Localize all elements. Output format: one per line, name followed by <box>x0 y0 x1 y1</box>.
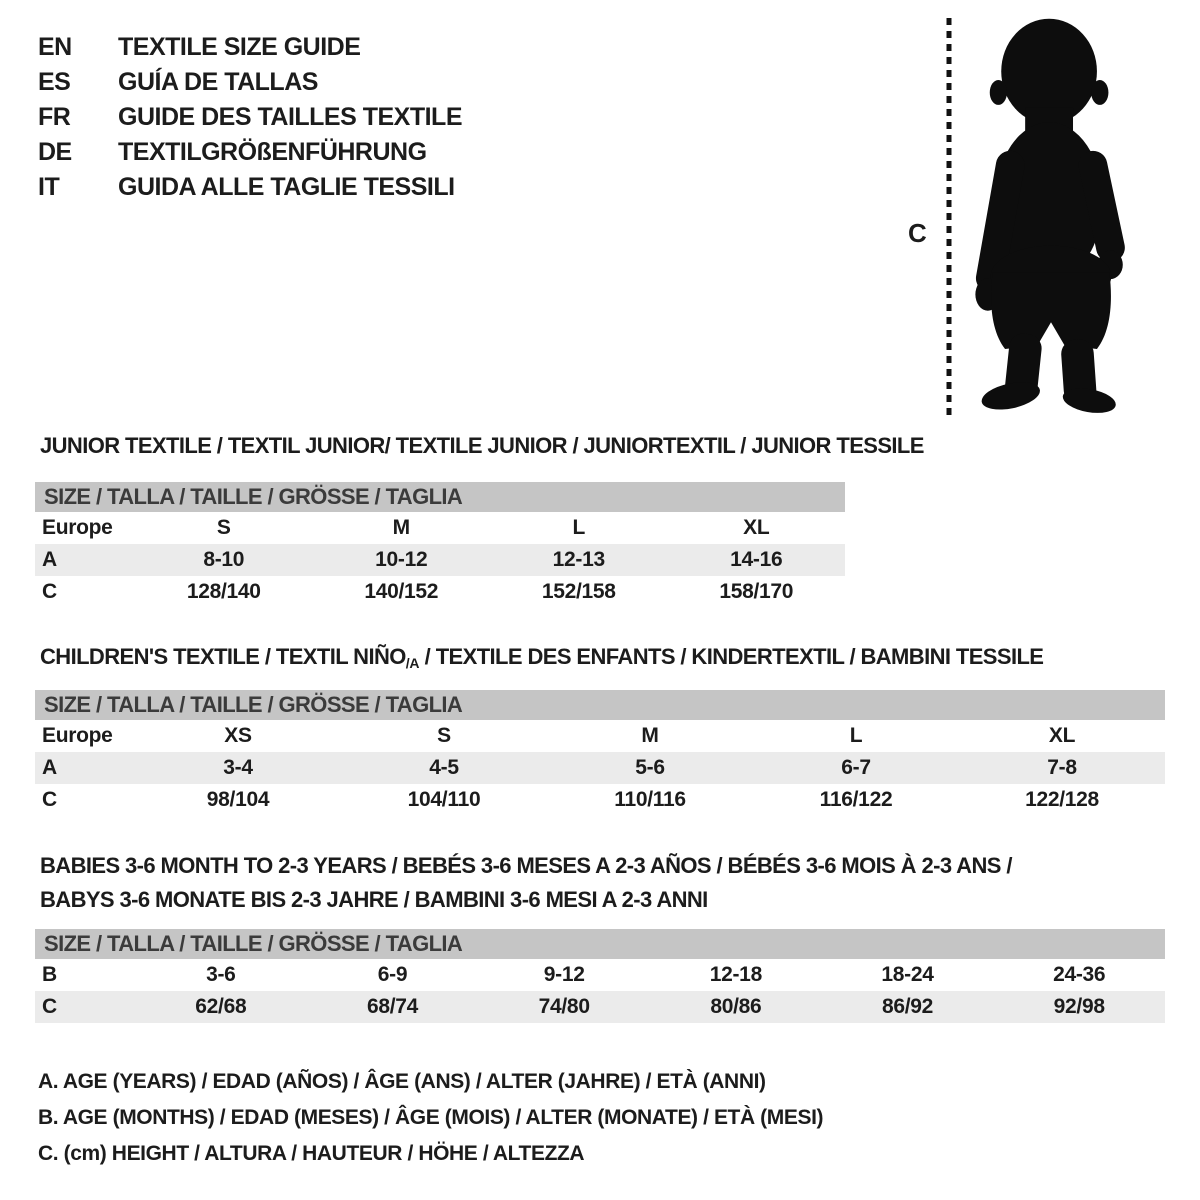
months-cell: 9-12 <box>543 963 585 986</box>
age-cell: 8-10 <box>203 548 245 571</box>
age-cell: 7-8 <box>1047 756 1077 779</box>
height-measure-label: C <box>908 218 927 248</box>
language-row-en <box>38 30 462 65</box>
babies-table-header: SIZE / TALLA / TAILLE / GRÖSSE / TAGLIA <box>35 929 1165 959</box>
junior-row-europe <box>35 512 845 544</box>
junior-size-table <box>35 482 845 608</box>
height-cell: 62/68 <box>195 995 247 1018</box>
language-title: GUÍA DE TALLAS <box>118 68 318 96</box>
height-cell: 92/98 <box>1053 995 1105 1018</box>
row-label: A <box>42 548 57 571</box>
children-heading-text: CHILDREN'S TEXTILE / TEXTIL NIÑO <box>40 644 406 669</box>
babies-size-table <box>35 929 1165 1023</box>
height-cell: 86/92 <box>881 995 934 1018</box>
height-cell: 140/152 <box>364 580 439 603</box>
height-dashed-line-icon <box>944 16 954 418</box>
size-cell: XL <box>743 516 770 539</box>
children-row-europe <box>35 720 1165 752</box>
months-cell: 18-24 <box>881 963 934 986</box>
babies-heading-line1: BABIES 3-6 MONTH TO 2-3 YEARS / BEBÉS 3-6 MESES A 2-3 AÑOS / BÉBÉS 3-6 MOIS À 2-3 ANS / <box>40 853 1012 878</box>
size-cell: XL <box>1048 724 1076 747</box>
row-label: A <box>42 756 57 779</box>
language-title: TEXTILE SIZE GUIDE <box>118 33 361 61</box>
junior-section-heading: JUNIOR TEXTILE / TEXTIL JUNIOR/ TEXTILE JUNIOR / JUNIORTEXTIL / JUNIOR TESSILE <box>40 433 924 458</box>
months-cell: 3-6 <box>206 963 236 986</box>
junior-row-age <box>35 544 845 576</box>
children-heading-subscript: /A <box>405 655 420 671</box>
age-cell: 3-4 <box>223 756 253 779</box>
row-label: B <box>42 963 57 986</box>
junior-row-height <box>35 576 845 608</box>
children-row-age <box>35 752 1165 784</box>
children-size-table <box>35 690 1165 816</box>
size-cell: L <box>849 724 863 747</box>
height-cell: 122/128 <box>1025 788 1099 811</box>
children-section-heading <box>40 644 1043 671</box>
language-code: IT <box>38 173 60 201</box>
legend-line-b: B. AGE (MONTHS) / EDAD (MESES) / ÂGE (MOIS) / ALTER (MONATE) / ETÀ (MESI) <box>38 1106 824 1129</box>
height-cell: 128/140 <box>186 580 261 603</box>
row-label: C <box>42 580 57 603</box>
language-code: FR <box>38 103 71 131</box>
size-cell: L <box>572 516 586 539</box>
language-title: GUIDA ALLE TAGLIE TESSILI <box>118 173 455 201</box>
height-cell: 74/80 <box>538 995 590 1018</box>
language-row-es <box>38 65 462 100</box>
legend-line-c: C. (cm) HEIGHT / ALTURA / HAUTEUR / HÖHE / ALTEZZA <box>38 1142 585 1165</box>
size-cell: M <box>641 724 659 747</box>
babies-heading-line2: BABYS 3-6 MONATE BIS 2-3 JAHRE / BAMBINI 3-6 MESI A 2-3 ANNI <box>40 887 708 912</box>
language-title-list <box>38 30 462 205</box>
height-cell: 116/122 <box>819 788 893 811</box>
age-cell: 14-16 <box>730 548 783 571</box>
language-code: DE <box>38 138 72 166</box>
children-heading-text: / TEXTILE DES ENFANTS / KINDERTEXTIL / BAMBINI TESSILE <box>419 644 1044 669</box>
language-code: ES <box>38 68 71 96</box>
height-cell: 98/104 <box>206 788 270 811</box>
size-cell: M <box>392 516 410 539</box>
size-cell: S <box>216 516 231 539</box>
measure-legend <box>38 1064 823 1172</box>
language-title: TEXTILGRÖßENFÜHRUNG <box>118 138 427 166</box>
babies-row-height <box>35 991 1165 1023</box>
language-row-de <box>38 135 462 170</box>
age-cell: 10-12 <box>375 548 428 571</box>
toddler-silhouette-icon <box>962 14 1140 416</box>
size-cell: XS <box>224 724 252 747</box>
language-code: EN <box>38 33 72 61</box>
children-table-header: SIZE / TALLA / TAILLE / GRÖSSE / TAGLIA <box>35 690 1165 720</box>
row-label: Europe <box>42 724 113 747</box>
size-cell: S <box>437 724 451 747</box>
row-label: Europe <box>42 516 113 539</box>
age-cell: 5-6 <box>635 756 665 779</box>
babies-section-heading <box>40 849 1012 917</box>
junior-table-header: SIZE / TALLA / TAILLE / GRÖSSE / TAGLIA <box>35 482 845 512</box>
children-row-height <box>35 784 1165 816</box>
language-row-fr <box>38 100 462 135</box>
babies-row-months <box>35 959 1165 991</box>
legend-line-a: A. AGE (YEARS) / EDAD (AÑOS) / ÂGE (ANS) / ALTER (JAHRE) / ETÀ (ANNI) <box>38 1070 766 1093</box>
months-cell: 6-9 <box>377 963 408 986</box>
language-title: GUIDE DES TAILLES TEXTILE <box>118 103 463 131</box>
months-cell: 12-18 <box>709 963 762 986</box>
height-cell: 152/158 <box>541 580 616 603</box>
height-cell: 68/74 <box>366 995 419 1018</box>
height-cell: 104/110 <box>407 788 481 811</box>
height-measure-figure <box>890 6 1170 420</box>
row-label: C <box>42 788 57 811</box>
language-row-it <box>38 170 462 205</box>
age-cell: 12-13 <box>552 548 605 571</box>
age-cell: 4-5 <box>429 756 459 779</box>
height-cell: 80/86 <box>710 995 762 1018</box>
height-cell: 158/170 <box>719 580 794 603</box>
height-cell: 110/116 <box>614 788 686 811</box>
months-cell: 24-36 <box>1053 963 1106 986</box>
age-cell: 6-7 <box>841 756 871 779</box>
row-label: C <box>42 995 57 1018</box>
